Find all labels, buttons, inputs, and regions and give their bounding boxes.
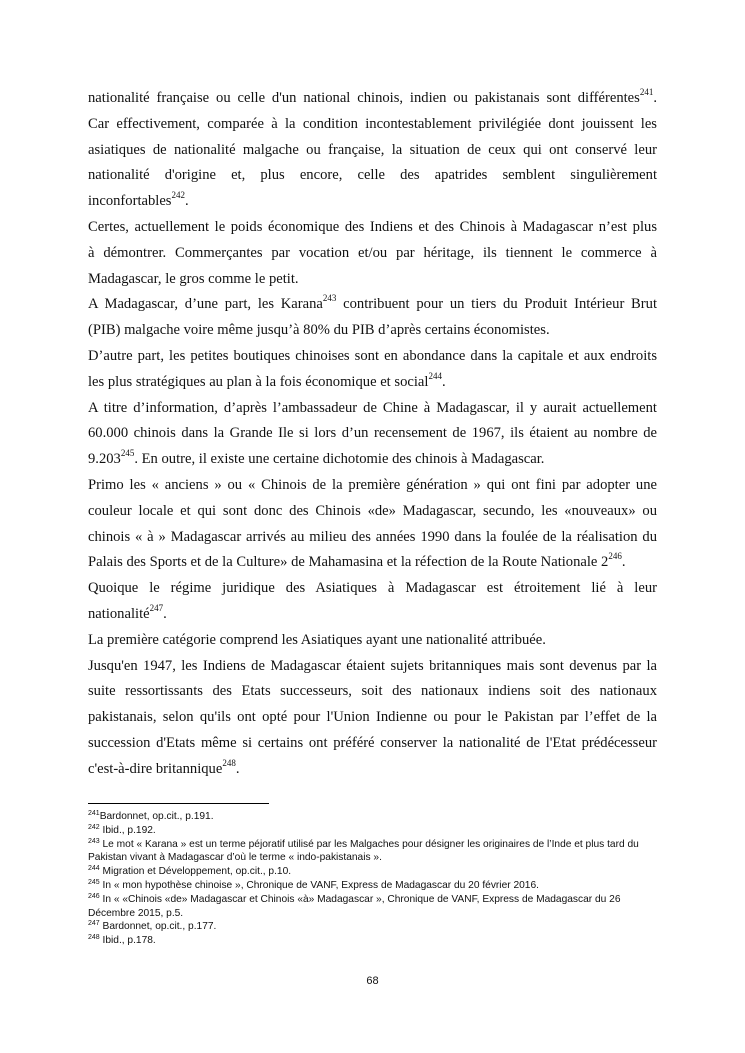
footnote-text: In « mon hypothèse chinoise », Chronique de VANF, Express de Madagascar du 20 février 2016. [99,879,539,891]
text-line [88,731,657,757]
footnote [88,879,653,893]
footnote-ref[interactable]: 242 [171,190,185,201]
footnote [88,893,653,921]
text-line [88,189,657,215]
text-line [88,576,657,602]
line-text: couleur locale et qui sont donc des Chinois «de» Madagascar, secundo, les «nouveaux» ou [88,502,657,519]
footnote-text: In « «Chinois «de» Madagascar et Chinois «à» Madagascar », Chronique de VANF, Express de Madagascar du 26 Décembre 2015, p.5. [88,893,621,919]
line-text: nationalité française ou celle d'un national chinois, indien ou pakistanais sont différentes [88,90,640,106]
text-line [88,370,657,396]
footnote-ref[interactable]: 243 [322,293,337,304]
footnote-number: 247 [88,920,100,928]
text-line [88,550,657,576]
footnote-text: Migration et Développement, op.cit., p.10. [99,866,292,878]
line-text: . [441,373,446,390]
line-text: suite ressortissants des Etats successeurs, soit des nationaux indiens soit des nationaux [88,683,657,700]
footnote-separator [88,803,269,804]
line-text: Jusqu'en 1947, les Indiens de Madagascar étaient sujets britanniques mais sont devenus par la [88,657,657,674]
text-line [88,421,657,447]
line-text: pakistanais, selon qu'ils ont opté pour l'Union Indienne ou pour le Pakistan par l’effet de la [88,709,657,726]
footnote-number: 244 [88,865,100,873]
text-line [88,215,657,241]
text-line [88,628,657,654]
footnote-ref[interactable]: 245 [120,448,135,459]
line-text: . En outre, il existe une certaine dichotomie des chinois à Madagascar. [134,451,545,468]
footnote-text: Le mot « Karana » est un terme péjoratif utilisé par les Malgaches pour désigner les originaires de l’Inde et plus tard du Pakistan vivant à Madagascar d’où le terme « indo-pakistanais ». [88,838,639,864]
line-text: La première catégorie comprend les Asiatiques ayant une nationalité attribuée. [88,631,546,648]
text-line [88,705,657,731]
footnote-ref[interactable]: 246 [608,551,622,562]
line-text: asiatiques de nationalité malgache ou française, la situation de ceux qui ont conservé leur [88,141,657,158]
text-line [88,292,657,318]
footnote-text: Ibid., p.178. [99,935,156,947]
footnote-number: 248 [88,934,100,942]
text-line [88,241,657,267]
text-line [88,499,657,525]
line-text: 9.203 [88,451,121,468]
line-text: nationalité [88,605,150,622]
line-text: . [235,760,240,777]
footnote-ref[interactable]: 248 [222,757,236,768]
footnote-text: Bardonnet, op.cit., p.191. [99,811,214,822]
line-text: Primo les « anciens » ou « Chinois de la première génération » qui ont fini par adopter une [88,476,657,493]
line-text: . [163,605,167,622]
footnote [88,920,653,934]
text-line [88,344,657,370]
line-text: (PIB) malgache voire même jusqu’à 80% du PIB d’après certains économistes. [88,322,550,339]
text-line [88,112,657,138]
footnote-number: 245 [88,878,100,886]
text-line [88,602,657,628]
line-text: c'est-à-dire britannique [88,760,223,777]
page-number: 68 [366,975,379,987]
footnote-number: 246 [88,892,100,900]
footnote [88,934,653,948]
line-text: succession d'Etats même si certains ont préféré conserver la nationalité de l'Etat prédécesseur [88,734,657,751]
line-text: les plus stratégiques au plan à la fois économique et social [88,373,429,390]
text-line [88,267,657,293]
text-line [88,396,657,422]
text-line [88,679,657,705]
footnote-ref[interactable]: 247 [149,602,164,613]
line-text: Madagascar, le gros comme le petit. [88,270,299,287]
line-text: Certes, actuellement le poids économique des Indiens et des Chinois à Madagascar n’est plus [88,218,657,235]
text-line [88,447,657,473]
text-line [88,138,657,164]
text-line [88,163,657,189]
footnote-number: 243 [88,837,100,845]
line-text: nationalité d'origine et, plus encore, celle des apatrides semblent singulièrement [88,167,657,184]
line-text: D’autre part, les petites boutiques chinoises sont en abondance dans la capitale et aux endroits [88,347,657,364]
footnotes [88,810,653,948]
footnote [88,810,653,824]
line-text: A titre d’information, d’après l’ambassadeur de Chine à Madagascar, il y aurait actuellement [88,399,657,416]
line-text: A Madagascar, d’une part, les Karana [88,296,323,313]
line-text: Car effectivement, comparée à la condition incontestablement privilégiée dont jouissent les [88,115,657,132]
line-text: Palais des Sports et de la Culture» de Mahamasina et la réfection de la Route Nationale 2 [88,554,609,571]
text-line [88,654,657,680]
body-text [88,86,657,783]
text-line [88,525,657,551]
text-line [88,473,657,499]
line-text: Quoique le régime juridique des Asiatiques à Madagascar est étroitement lié à leur [88,580,657,597]
text-line [88,86,657,112]
footnote-ref[interactable]: 241 [639,87,654,97]
footnote-number: 241 [88,810,100,817]
line-text: chinois « à » Madagascar arrivés au milieu des années 1990 dans la foulée de la réalisation du [88,528,657,545]
footnote-text: Ibid., p.192. [99,824,156,836]
text-line [88,318,657,344]
line-text: . [653,90,657,106]
line-text: inconfortables [88,193,172,210]
footnote [88,865,653,879]
text-line [88,757,657,783]
line-text: . [184,193,189,210]
line-text: 60.000 chinois dans la Grande Ile si lors d’un recensement de 1967, ils étaient au nombre de [88,425,657,442]
line-text: contribuent pour un tiers du Produit Intérieur Brut [336,296,658,313]
footnote-text: Bardonnet, op.cit., p.177. [99,921,217,933]
line-text: . [621,554,626,571]
line-text: à démontrer. Commerçantes par vocation et/ou par héritage, ils tiennent le commerce à [88,244,657,261]
footnote [88,838,653,866]
footnote-ref[interactable]: 244 [428,370,442,381]
footnote [88,824,653,838]
footnote-number: 242 [88,823,100,831]
